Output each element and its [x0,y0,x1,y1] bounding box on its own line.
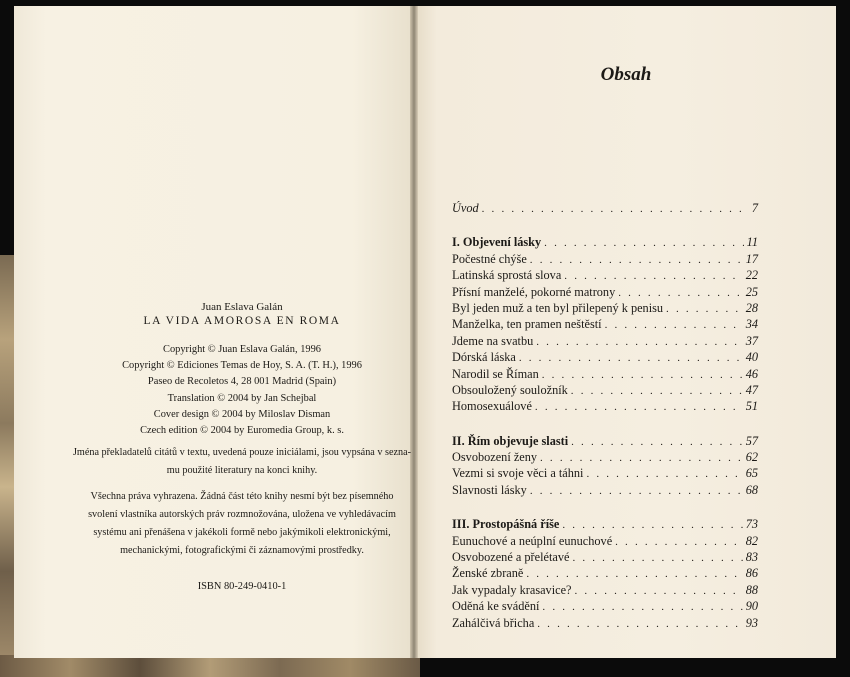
credit-line: Czech edition © 2004 by Euromedia Group, k. s. [140,425,344,437]
dot-leader [536,334,742,350]
toc-page-number: 88 [745,582,758,597]
toc-page-number: 40 [745,350,758,365]
toc-page-number: 51 [745,399,758,414]
toc-entry-label: Eunuchové a neúplní eunuchové [452,533,613,548]
toc-entry-label: Osvobozené a přelétavé [452,550,570,565]
toc-entry-label: Úvod [452,201,479,215]
dot-leader [482,201,749,217]
dot-leader [575,583,743,599]
dot-leader [586,466,742,482]
dot-leader [618,285,742,301]
toc-entry-label: Byl jeden muž a ten byl přilepený k penisu [452,300,664,315]
toc-page-number: 83 [745,550,758,565]
dot-leader [542,599,742,615]
original-title: LA VIDA AMOROSA EN ROMA [143,315,341,327]
toc-entry-label: Narodil se Říman [452,366,539,381]
toc-page-number: 37 [745,333,758,348]
toc-entry [452,598,758,614]
toc-entry [452,251,758,267]
toc-entry [452,565,758,581]
toc-page-number: 11 [746,235,758,250]
dot-leader [666,301,743,317]
dot-leader [605,317,743,333]
toc-entry-label: Obsouložený souložník [452,382,568,397]
toc-entry-label: Přísní manželé, pokorné matrony [452,284,616,299]
toc-page-number: 65 [745,466,758,481]
toc-page-number: 82 [745,533,758,548]
toc-page-number: 25 [745,284,758,299]
notice-line: Všechna práva vyhrazena. Žádná část této knihy nesmí být bez písemného [90,491,394,502]
toc-page-number: 68 [745,482,758,497]
notice-line: mechanickými, fotografickými či záznamovými prostředky. [120,545,364,556]
toc-entry [452,615,758,631]
toc-entry-label: Zahálčivá břicha [452,615,535,630]
dot-leader [571,383,743,399]
toc-entry [452,482,758,498]
toc-page-number: 73 [745,517,758,532]
toc-entry-label: Dórská láska [452,350,516,365]
toc-part-title: II. Řím objevuje slasti [452,433,569,448]
toc-page-number: 47 [745,382,758,397]
dot-leader [535,399,743,415]
dot-leader [544,235,743,251]
isbn: ISBN 80-249-0410-1 [197,581,287,592]
credit-line: Paseo de Recoletos 4, 28 001 Madrid (Spain) [147,376,337,388]
toc-entry-label: Homosexuálové [452,399,532,414]
toc-entry [452,449,758,465]
toc-entry-label: Slavnosti lásky [452,482,527,497]
copyright-credits [60,342,424,439]
toc-entry [452,549,758,565]
left-page [14,6,412,658]
dot-leader [572,550,742,566]
dot-leader [540,450,743,466]
toc-entry [452,333,758,349]
toc-entry [452,533,758,549]
toc-page-number: 62 [745,450,758,465]
toc-entry [452,582,758,598]
dot-leader [530,252,743,268]
book-cover-bottom-edge [0,655,420,677]
toc-entry [452,398,758,414]
credit-line: Copyright © Juan Eslava Galán, 1996 [163,344,321,355]
toc-heading: Obsah [600,64,652,85]
toc-entry-label: Jdeme na svatbu [452,333,534,348]
toc-page-number: 17 [745,251,758,266]
toc-page-number: 90 [745,599,758,614]
toc-part-heading [452,234,758,250]
table-of-contents [452,200,758,631]
toc-entry [452,366,758,382]
toc-entry-label: Ženské zbraně [452,566,524,581]
toc-entry-label: Latinská sprostá slova [452,268,562,283]
author-name: Juan Eslava Galán [201,301,283,313]
toc-entry [452,316,758,332]
toc-page-number: 46 [745,366,758,381]
toc-entry [452,382,758,398]
toc-entry [452,267,758,283]
rights-notice [64,488,420,560]
toc-page-number: 28 [745,300,758,315]
toc-page-number: 93 [745,615,758,630]
credit-line: Copyright © Ediciones Temas de Hoy, S. A. (T. H.), 1996 [122,360,362,372]
translator-note [64,444,420,480]
dot-leader [571,434,743,450]
toc-page-number: 34 [745,317,758,332]
toc-part-title: I. Objevení lásky [452,235,542,250]
dot-leader [530,483,743,499]
dot-leader [519,350,743,366]
book-gutter [410,6,418,658]
toc-page-number: 22 [745,268,758,283]
toc-entry-label: Osvobození ženy [452,450,538,465]
toc-entry-intro [452,200,758,216]
toc-entry [452,284,758,300]
note-line: mu použité literatury na konci knihy. [166,465,318,476]
toc-entry-label: Vezmi si svoje věci a táhni [452,466,584,481]
dot-leader [537,616,742,632]
toc-entry-label: Jak vypadaly krasavice? [452,582,572,597]
toc-entry [452,300,758,316]
toc-part-heading [452,516,758,532]
toc-entry [452,349,758,365]
toc-part-heading [452,433,758,449]
toc-entry [452,465,758,481]
toc-page-number: 7 [751,201,758,215]
toc-entry-label: Manželka, ten pramen neštěstí [452,317,602,332]
note-line: Jména překladatelů citátů v textu, uvedená pouze iniciálami, jsou vypsána v sezna- [72,447,412,458]
dot-leader [562,517,742,533]
toc-part-title: III. Prostopášná říše [452,517,560,532]
notice-line: svolení vlastníka autorských práv rozmnožována, uložena ve vyhledávacím [88,509,396,520]
toc-page-number: 86 [745,566,758,581]
toc-page-number: 57 [745,433,758,448]
toc-entry-label: Počestné chýše [452,251,527,266]
dot-leader [564,268,742,284]
credit-line: Cover design © 2004 by Miloslav Disman [153,408,331,420]
credit-line: Translation © 2004 by Jan Schejbal [167,392,317,404]
dot-leader [526,566,742,582]
toc-entry-label: Oděná ke svádění [452,599,540,614]
dot-leader [615,534,743,550]
dot-leader [542,367,743,383]
notice-line: systému ani přenášena v jakékoli formě nebo jakýmikoli elektronickými, [93,527,391,538]
